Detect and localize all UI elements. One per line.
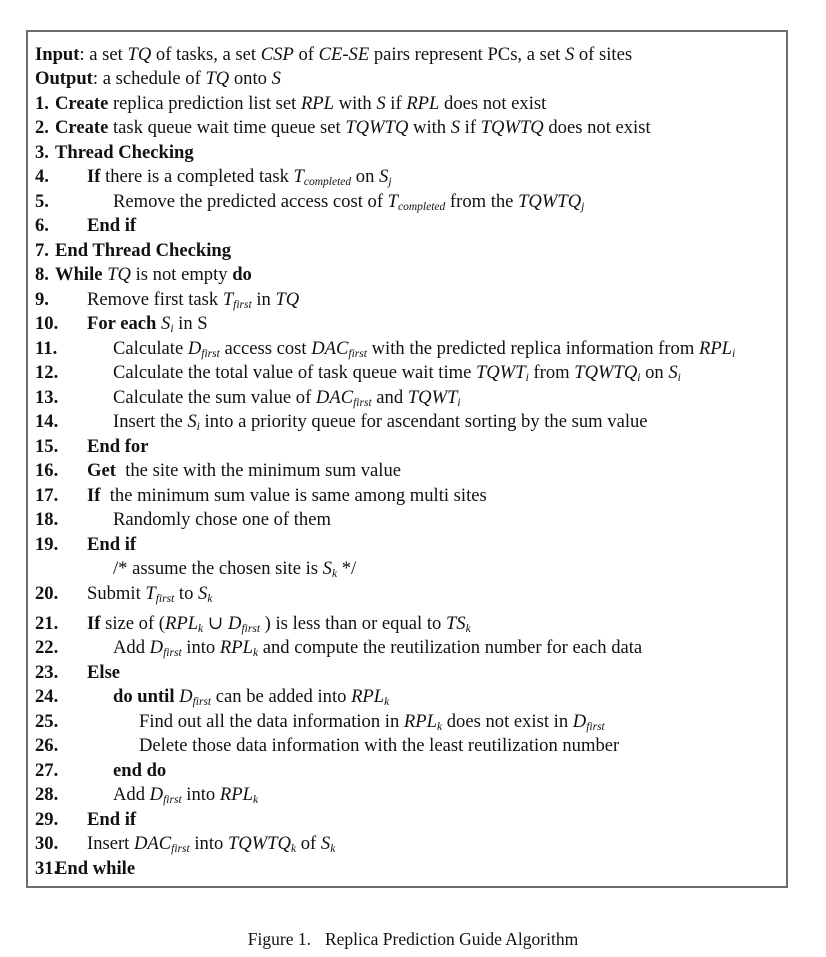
figure-caption <box>0 929 826 950</box>
algorithm-box: Input: a set TQ of tasks, a set CSP of CE-SE pairs represent PCs, a set S of sites Output: a schedule of TQ onto S 1. Create replica prediction list set RPL with S if RPL does not exist 2. Create task queue wait time queue set TQWTQ with S if TQWTQ does not exist 3. Thread Checking 4. If there is a completed task $T_{completed}$ on $S_j$ 5. Remove the predicted access cost of $T_{completed}$ from the $TQWTQ_j$ 6. End if 7. End Thread Checking 8. While TQ is not empty do 9. Remove first task $T_{first}$ in TQ 10. For each $S_i$ in S 11. Calculate $D_{first}$ access cost $DAC_{first}$ with the predicted replica information from $RPL_i$ 12. Calculate the total value of task queue wait time $TQWT_i$ from $TQWTQ_i$ on $S_i$ 13. Calculate the sum value of $DAC_{first}$ and $TQWT_i$ 14. Insert the $S_i$ into a priority queue for ascendant sorting by the sum value 15. End for 16. Get the site with the minimum sum value 17. If the minimum sum value is same among multi sites 18. Randomly chose one of them 19. End if /* assume the chosen site is $S_k$ */ 20. Submit $T_{first}$ to $S_k$ 21. If size of ($RPL_k$ ∪ $D_{first}$ ) is less than or equal to $TS_k$ 22. Add $D_{first}$ into $RPL_k$ and compute the reutilization number for each data 23. Else 24. do until $D_{first}$ can be added into $RPL_k$ 25. Find out all the data information in $RPL_k$ does not exist in $D_{first}$ 26. Delete those data information with the least reutilization number 27. end do 28. Add $D_{first}$ into $RPL_k$ 29. End if 30. Insert $DAC_{first}$ into $TQWTQ_k$ of $S_k$ 31. End while <box>26 30 788 888</box>
figure-title: Replica Prediction Guide Algorithm <box>324 929 579 949</box>
figure-label: Figure 1. <box>247 929 311 949</box>
